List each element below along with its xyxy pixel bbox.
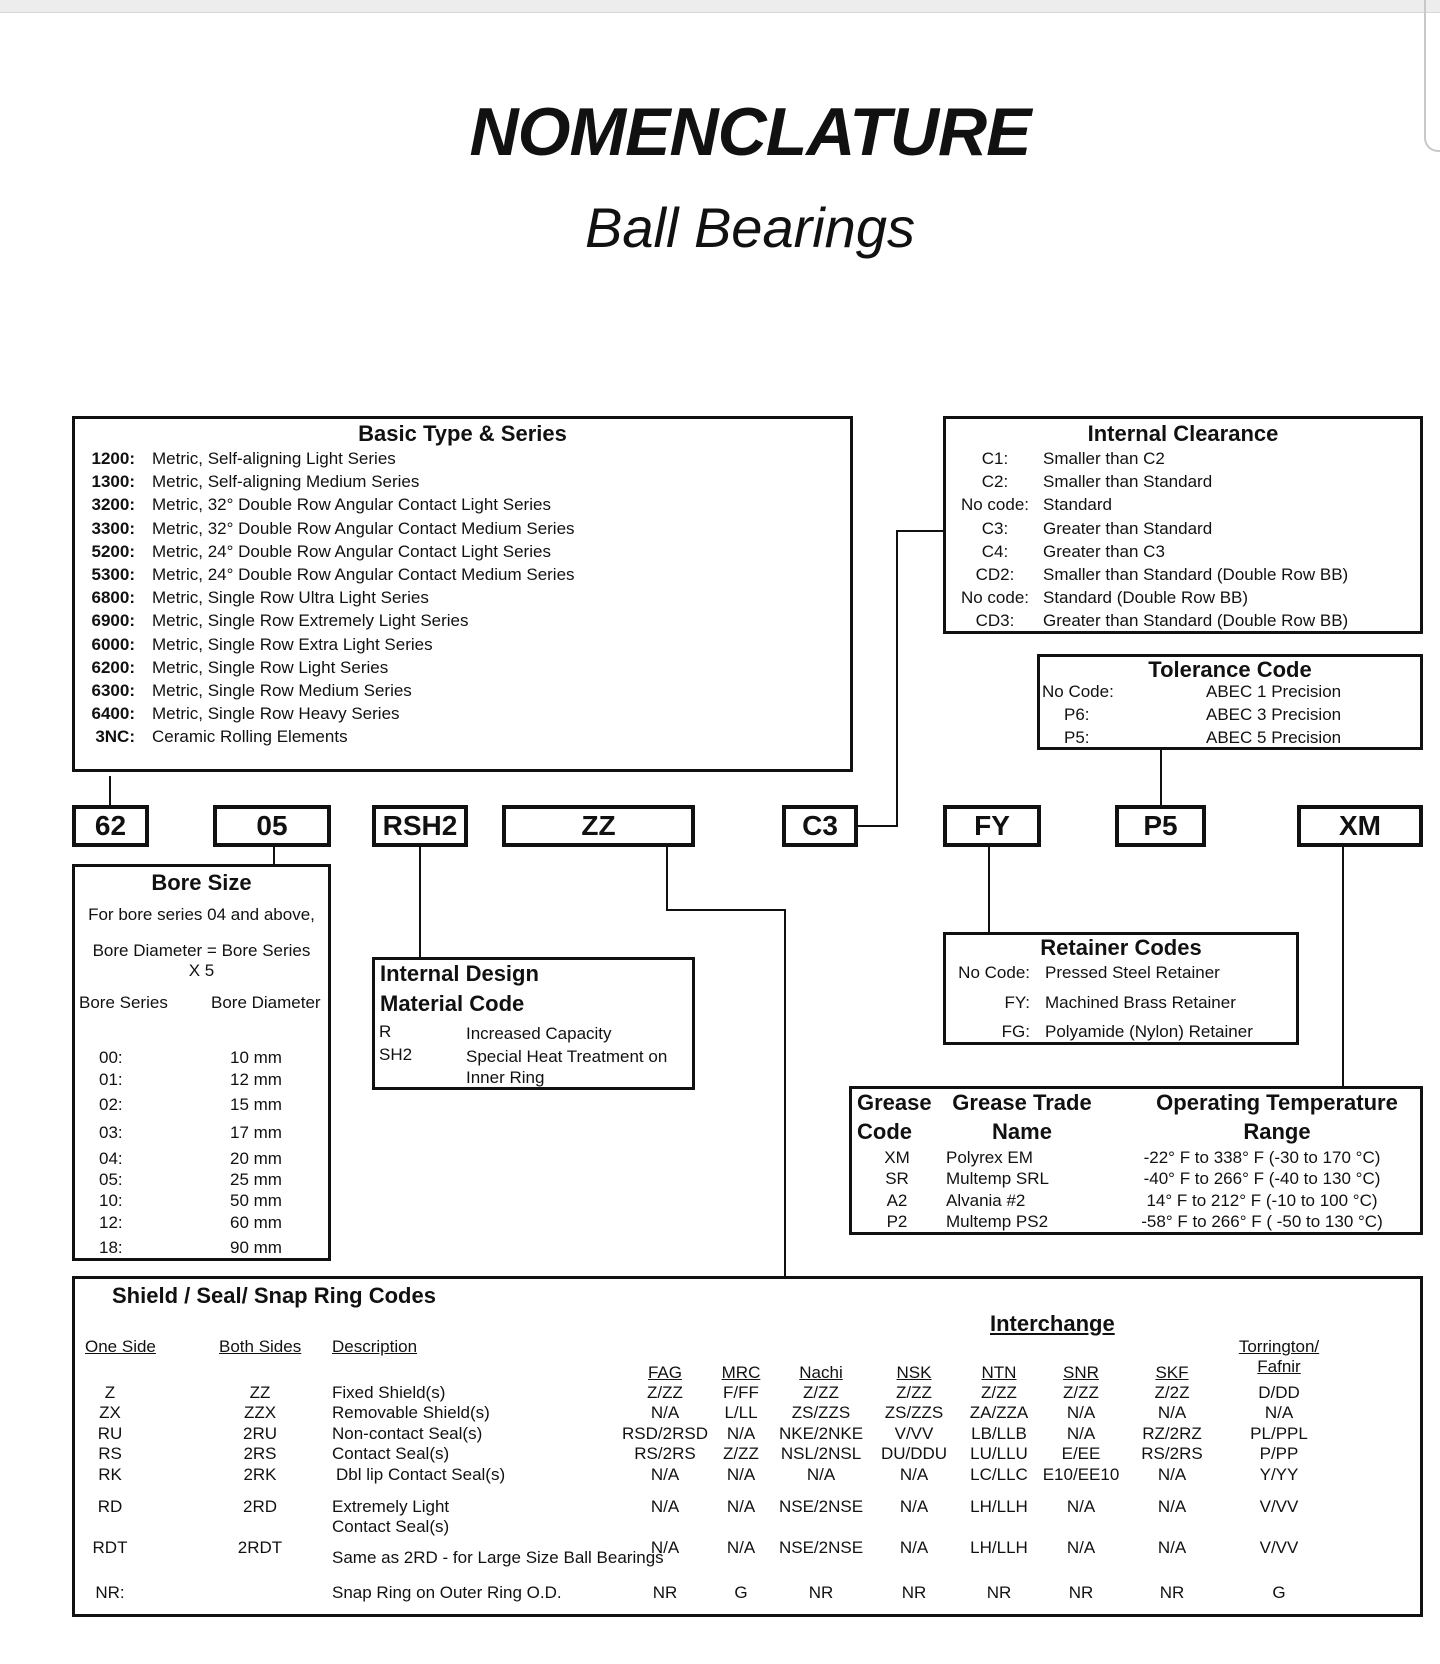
- page-title: NOMENCLATURE: [469, 94, 1031, 170]
- interchange-cell: G: [734, 1583, 748, 1602]
- clearance-desc: Smaller than Standard: [1043, 472, 1213, 492]
- interchange-cell: LU/LLU: [970, 1443, 1028, 1463]
- internal-design-title-1: Internal Design: [380, 961, 539, 986]
- grease-code: XM: [884, 1148, 910, 1167]
- internal-design-title-2: Material Code: [380, 991, 525, 1016]
- clearance-code: C3:: [981, 518, 1009, 538]
- interchange-cell: Z/ZZ: [723, 1443, 759, 1463]
- connector-line: [419, 847, 421, 957]
- interchange-cell: E/EE: [1061, 1443, 1101, 1463]
- interchange-cell: LB/LLB: [971, 1423, 1027, 1443]
- bore-series: 18:: [99, 1238, 123, 1257]
- grease-name: Polyrex EM: [946, 1148, 1033, 1167]
- retainer-desc: Pressed Steel Retainer: [1045, 963, 1220, 982]
- tolerance-desc: ABEC 3 Precision: [1206, 705, 1342, 724]
- bore-diameter: 15 mm: [230, 1095, 282, 1114]
- connector-line: [896, 530, 898, 827]
- interchange-cell: NSL/2NSL: [780, 1443, 862, 1463]
- interchange-cell: NR: [1159, 1583, 1185, 1602]
- bore-series: 01:: [99, 1070, 123, 1089]
- bore-note-2: Bore Diameter = Bore Series: [92, 941, 311, 960]
- interchange-cell: NKE/2NKE: [778, 1423, 864, 1443]
- retainer-code: No Code:: [958, 963, 1030, 982]
- connector-line: [896, 530, 943, 532]
- basic-type-code: 3NC:: [95, 727, 135, 747]
- interchange-cell: NR: [808, 1583, 834, 1602]
- clearance-code: C4:: [981, 541, 1009, 561]
- interchange-cell: N/A: [806, 1465, 836, 1484]
- interchange-cell: G: [1272, 1583, 1286, 1602]
- bore-col-diameter: Bore Diameter: [211, 993, 321, 1012]
- basic-type-code: 6000:: [91, 634, 135, 654]
- bore-series: 04:: [99, 1149, 123, 1168]
- interchange-title: Interchange: [990, 1311, 1115, 1336]
- basic-type-desc: Metric, 32° Double Row Angular Contact Medium Series: [152, 518, 575, 538]
- interchange-cell: N/A: [650, 1465, 680, 1484]
- shield-one-side: RS: [98, 1443, 122, 1463]
- code-bore: 05: [213, 805, 331, 847]
- tolerance-box: [1037, 654, 1423, 750]
- interchange-cell: ZA/ZZA: [969, 1403, 1029, 1423]
- interchange-cell: P/PP: [1259, 1443, 1299, 1463]
- bore-diameter: 12 mm: [230, 1070, 282, 1089]
- basic-type-code: 3200:: [91, 495, 135, 515]
- clearance-desc: Greater than C3: [1043, 541, 1165, 561]
- basic-type-desc: Metric, Self-aligning Light Series: [152, 449, 396, 468]
- interchange-cell: DU/DDU: [880, 1443, 948, 1463]
- basic-type-desc: Metric, Self-aligning Medium Series: [152, 472, 420, 492]
- basic-type-desc: Metric, Single Row Extremely Light Series: [152, 611, 469, 631]
- clearance-desc: Standard (Double Row BB): [1043, 588, 1249, 608]
- retainer-title: Retainer Codes: [1040, 935, 1202, 960]
- top-bar: [0, 0, 1440, 13]
- shield-description: Snap Ring on Outer Ring O.D.: [332, 1583, 562, 1602]
- bore-series: 03:: [99, 1123, 123, 1142]
- interchange-cell: N/A: [1157, 1538, 1187, 1557]
- brand-header: MRC: [721, 1363, 761, 1382]
- shield-description: Contact Seal(s): [332, 1443, 450, 1463]
- basic-type-desc: Metric, 24° Double Row Angular Contact Medium Series: [152, 565, 575, 584]
- shield-both-sides: 2RD: [242, 1497, 277, 1516]
- code-tolerance: P5: [1115, 805, 1206, 847]
- interchange-cell: N/A: [1264, 1403, 1294, 1423]
- interchange-cell: N/A: [1066, 1538, 1096, 1557]
- basic-type-desc: Metric, Single Row Light Series: [152, 657, 389, 677]
- connector-line: [1160, 750, 1162, 806]
- brand-header: SKF: [1155, 1363, 1189, 1382]
- bore-series: 05:: [99, 1170, 123, 1189]
- basic-type-desc: Ceramic Rolling Elements: [152, 727, 348, 747]
- interchange-cell: V/VV: [1259, 1538, 1299, 1557]
- basic-type-desc: Metric, 32° Double Row Angular Contact Light Series: [152, 495, 551, 515]
- basic-type-code: 1300:: [91, 472, 135, 492]
- clearance-code: C1:: [981, 449, 1009, 468]
- brand-header: NSK: [896, 1363, 932, 1382]
- interchange-cell: N/A: [650, 1538, 680, 1557]
- shield-description: Extremely Light: [332, 1497, 450, 1516]
- clearance-code: CD3:: [975, 611, 1015, 631]
- shield-one-side: RDT: [92, 1538, 128, 1557]
- tolerance-desc: ABEC 5 Precision: [1206, 728, 1342, 747]
- interchange-cell: NR: [652, 1583, 678, 1602]
- interchange-cell: D/DD: [1258, 1383, 1300, 1402]
- shield-one-side: RD: [97, 1497, 123, 1516]
- interchange-cell: ZS/ZZS: [791, 1403, 851, 1423]
- interchange-cell: L/LL: [724, 1403, 758, 1423]
- clearance-desc: Standard: [1043, 495, 1112, 515]
- connector-line: [988, 845, 990, 932]
- shield-description-line2: Contact Seal(s): [332, 1517, 450, 1536]
- design-desc-r: Increased Capacity: [466, 1024, 612, 1043]
- code-internal-design: RSH2: [372, 805, 468, 847]
- basic-type-desc: Metric, Single Row Extra Light Series: [152, 634, 433, 654]
- interchange-cell: N/A: [726, 1538, 756, 1557]
- interchange-cell: Z/ZZ: [896, 1383, 932, 1402]
- grease-h-name-1: Grease Trade: [952, 1090, 1092, 1115]
- shield-both-sides: ZZ: [249, 1383, 271, 1402]
- brand-header: Nachi: [799, 1363, 843, 1382]
- bore-series: 12:: [99, 1213, 123, 1232]
- clearance-desc: Smaller than Standard (Double Row BB): [1043, 565, 1349, 584]
- interchange-cell: N/A: [1066, 1497, 1096, 1516]
- retainer-code: FY:: [1004, 992, 1030, 1012]
- interchange-cell: NR: [986, 1583, 1012, 1602]
- interchange-cell: N/A: [650, 1497, 680, 1516]
- bore-diameter: 25 mm: [230, 1170, 282, 1189]
- bore-col-series: Bore Series: [79, 993, 168, 1012]
- interchange-cell: N/A: [899, 1538, 929, 1557]
- interchange-cell: NSE/2NSE: [778, 1497, 864, 1516]
- tolerance-code: P5:: [1064, 728, 1090, 747]
- shield-both-sides: ZZX: [243, 1403, 277, 1423]
- interchange-cell: NR: [1068, 1583, 1094, 1602]
- basic-type-desc: Metric, Single Row Medium Series: [152, 681, 412, 700]
- col-one-side: One Side: [85, 1337, 156, 1356]
- interchange-cell: PL/PPL: [1250, 1423, 1308, 1443]
- clearance-desc: Greater than Standard: [1043, 518, 1213, 538]
- interchange-cell: Z/ZZ: [1063, 1383, 1099, 1402]
- grease-h-code-2: Code: [857, 1119, 912, 1144]
- interchange-cell: E10/EE10: [1042, 1465, 1120, 1484]
- connector-line: [273, 847, 275, 864]
- retainer-desc: Polyamide (Nylon) Retainer: [1045, 1022, 1253, 1041]
- grease-code: SR: [885, 1169, 909, 1189]
- clearance-code: CD2:: [975, 565, 1015, 584]
- bore-series: 10:: [99, 1191, 123, 1210]
- shield-one-side: Z: [104, 1383, 116, 1402]
- basic-type-desc: Metric, Single Row Ultra Light Series: [152, 588, 429, 608]
- basic-type-code: 6200:: [91, 657, 135, 677]
- clearance-desc: Smaller than C2: [1043, 449, 1165, 468]
- brand-header: Fafnir: [1257, 1357, 1301, 1376]
- shield-both-sides: 2RU: [242, 1423, 277, 1443]
- bore-diameter: 90 mm: [230, 1238, 282, 1257]
- interchange-cell: N/A: [1066, 1423, 1096, 1443]
- interchange-cell: N/A: [1157, 1465, 1187, 1484]
- design-code-r: R: [379, 1022, 392, 1041]
- grease-code: A2: [886, 1190, 908, 1210]
- interchange-cell: NR: [901, 1583, 927, 1602]
- interchange-cell: N/A: [1157, 1403, 1187, 1423]
- design-code-sh2: SH2: [379, 1045, 413, 1064]
- interchange-cell: RSD/2RSD: [622, 1423, 708, 1443]
- basic-type-code: 6400:: [91, 704, 135, 724]
- grease-name: Alvania #2: [946, 1190, 1026, 1210]
- grease-code: P2: [886, 1211, 908, 1231]
- connector-line: [666, 847, 668, 911]
- interchange-cell: F/FF: [723, 1383, 759, 1402]
- interchange-cell: V/VV: [1259, 1497, 1299, 1516]
- interchange-cell: Z/ZZ: [647, 1383, 683, 1402]
- clearance-code: No code:: [960, 495, 1030, 515]
- clearance-code: C2:: [981, 472, 1009, 492]
- shield-one-side: RK: [98, 1465, 122, 1484]
- bore-diameter: 17 mm: [230, 1123, 282, 1142]
- connector-line: [784, 909, 786, 1276]
- code-retainer: FY: [943, 805, 1041, 847]
- shield-description: Non-contact Seal(s): [332, 1423, 483, 1443]
- bore-size-box: [72, 864, 331, 1261]
- shield-description: Removable Shield(s): [332, 1403, 490, 1423]
- interchange-cell: Y/YY: [1259, 1465, 1299, 1484]
- interchange-cell: Z/ZZ: [803, 1383, 839, 1402]
- internal-clearance-box: [943, 416, 1423, 634]
- grease-h-range-1: Operating Temperature: [1156, 1090, 1398, 1115]
- interchange-cell: LH/LLH: [970, 1497, 1028, 1516]
- tolerance-code: P6:: [1064, 705, 1090, 724]
- basic-type-code: 6800:: [91, 588, 135, 608]
- brand-header: NTN: [981, 1363, 1017, 1382]
- bore-size-title: Bore Size: [151, 870, 252, 895]
- brand-header: Torrington/: [1238, 1337, 1320, 1356]
- connector-line: [1342, 845, 1344, 1086]
- interchange-cell: LC/LLC: [970, 1465, 1028, 1484]
- grease-range: -40° F to 266° F (-40 to 130 °C): [1143, 1169, 1381, 1189]
- grease-h-code-1: Grease: [857, 1090, 932, 1115]
- col-description: Description: [332, 1337, 418, 1356]
- shield-description: Fixed Shield(s): [332, 1383, 446, 1402]
- shield-box: [72, 1276, 1423, 1617]
- basic-type-desc: Metric, 24° Double Row Angular Contact Light Series: [152, 541, 551, 561]
- grease-box: [849, 1086, 1423, 1235]
- grease-range: -22° F to 338° F (-30 to 170 °C): [1143, 1148, 1381, 1167]
- interchange-cell: V/VV: [894, 1423, 934, 1443]
- retainer-desc: Machined Brass Retainer: [1045, 992, 1236, 1012]
- basic-type-code: 5200:: [91, 541, 135, 561]
- col-both-sides: Both Sides: [219, 1337, 302, 1356]
- interchange-cell: NSE/2NSE: [778, 1538, 864, 1557]
- grease-h-name-2: Name: [992, 1119, 1052, 1144]
- interchange-cell: N/A: [726, 1465, 756, 1484]
- basic-type-code: 1200:: [91, 449, 135, 468]
- code-shield: ZZ: [502, 805, 695, 847]
- basic-type-box: [72, 416, 853, 772]
- bore-note-3: X 5: [188, 961, 215, 980]
- grease-range: 14° F to 212° F (-10 to 100 °C): [1146, 1190, 1378, 1210]
- retainer-code: FG:: [1001, 1022, 1030, 1041]
- bore-note-1: For bore series 04 and above,: [88, 905, 315, 924]
- basic-type-code: 6300:: [91, 681, 135, 700]
- bore-series: 00:: [99, 1048, 123, 1067]
- brand-header: SNR: [1063, 1363, 1099, 1382]
- interchange-cell: N/A: [1066, 1403, 1096, 1423]
- bore-diameter: 50 mm: [230, 1191, 282, 1210]
- shield-title: Shield / Seal/ Snap Ring Codes: [112, 1283, 436, 1308]
- interchange-cell: N/A: [726, 1497, 756, 1516]
- grease-range: -58° F to 266° F ( -50 to 130 °C): [1141, 1211, 1383, 1231]
- basic-type-code: 6900:: [91, 611, 135, 631]
- shield-one-side: RU: [97, 1423, 123, 1443]
- shield-both-sides: 2RS: [243, 1443, 277, 1463]
- bore-diameter: 60 mm: [230, 1213, 282, 1232]
- shield-one-side: ZX: [99, 1403, 121, 1423]
- interchange-cell: Z/2Z: [1154, 1383, 1190, 1402]
- interchange-cell: LH/LLH: [970, 1538, 1028, 1557]
- bore-diameter: 10 mm: [230, 1048, 282, 1067]
- shield-description: Dbl lip Contact Seal(s): [336, 1465, 506, 1484]
- interchange-cell: Z/ZZ: [981, 1383, 1017, 1402]
- tolerance-title: Tolerance Code: [1148, 657, 1312, 682]
- internal-clearance-title: Internal Clearance: [1087, 421, 1279, 446]
- shield-one-side: NR:: [95, 1583, 125, 1602]
- retainer-box: [943, 932, 1299, 1045]
- connector-line: [858, 825, 898, 827]
- grease-h-range-2: Range: [1243, 1119, 1311, 1144]
- grease-name: Multemp SRL: [946, 1169, 1049, 1189]
- design-desc-sh2-line2: Inner Ring: [466, 1068, 545, 1087]
- shield-description: Same as 2RD - for Large Size Ball Bearings: [332, 1548, 664, 1567]
- tolerance-code: No Code:: [1042, 682, 1114, 701]
- shield-both-sides: 2RDT: [237, 1538, 283, 1557]
- connector-line: [109, 776, 111, 806]
- interchange-cell: ZS/ZZS: [884, 1403, 944, 1423]
- tolerance-desc: ABEC 1 Precision: [1206, 682, 1342, 701]
- interchange-cell: RZ/2RZ: [1142, 1423, 1202, 1443]
- bore-series: 02:: [99, 1095, 123, 1114]
- interchange-cell: N/A: [650, 1403, 680, 1423]
- shield-both-sides: 2RK: [243, 1465, 277, 1484]
- interchange-cell: RS/2RS: [1141, 1443, 1203, 1463]
- code-clearance: C3: [782, 805, 858, 847]
- connector-line: [666, 909, 786, 911]
- grease-name: Multemp PS2: [946, 1211, 1049, 1231]
- basic-type-code: 5300:: [91, 565, 135, 584]
- clearance-desc: Greater than Standard (Double Row BB): [1043, 611, 1349, 631]
- brand-header: FAG: [647, 1363, 682, 1382]
- interchange-cell: N/A: [899, 1465, 929, 1484]
- design-desc-sh2: Special Heat Treatment on: [466, 1047, 668, 1066]
- code-grease: XM: [1297, 805, 1423, 847]
- interchange-cell: N/A: [726, 1423, 756, 1443]
- bore-diameter: 20 mm: [230, 1149, 282, 1168]
- code-series: 62: [72, 805, 149, 847]
- internal-design-box: [372, 957, 695, 1090]
- interchange-cell: N/A: [899, 1497, 929, 1516]
- interchange-cell: RS/2RS: [634, 1443, 696, 1463]
- basic-type-desc: Metric, Single Row Heavy Series: [152, 704, 400, 724]
- page-subtitle: Ball Bearings: [585, 196, 915, 259]
- clearance-code: No code:: [960, 588, 1030, 608]
- basic-type-title: Basic Type & Series: [358, 421, 567, 446]
- interchange-cell: N/A: [1157, 1497, 1187, 1516]
- basic-type-code: 3300:: [91, 518, 135, 538]
